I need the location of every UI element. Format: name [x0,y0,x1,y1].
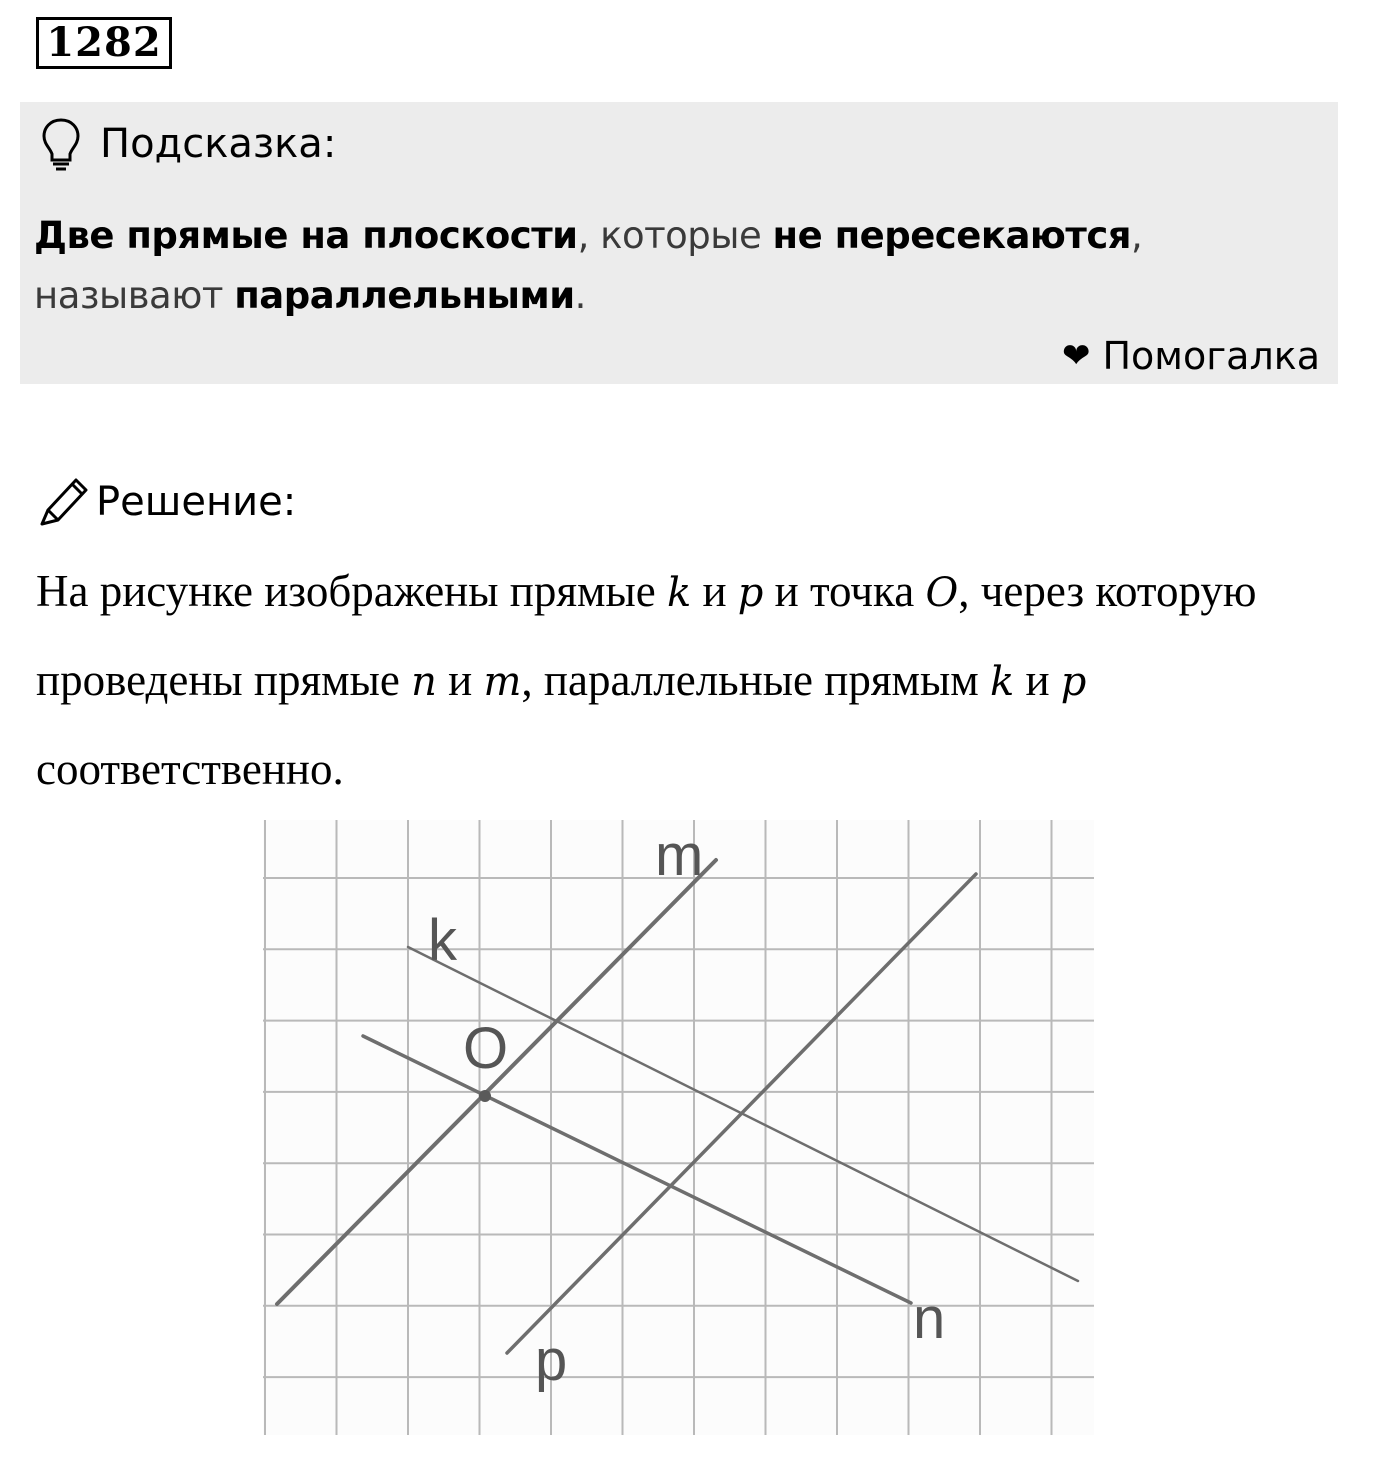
hint-box [20,102,1338,384]
lightbulb-icon [38,116,84,172]
hint-text-part: . [574,274,586,317]
solution-title: Решение: [96,479,297,525]
credit-label: Помогалка [1102,334,1320,378]
hint-text [34,206,1314,326]
label-p: p [535,1328,568,1393]
math-symbol: m [483,659,522,705]
label-k: k [428,908,457,973]
math-symbol: k [989,659,1015,705]
pencil-icon [38,474,92,528]
solution-text-part: и [1014,655,1061,705]
solution-text-part: и [436,655,484,705]
label-n: n [913,1286,946,1351]
heart-icon: ❤ [1061,336,1091,376]
hint-text-part: параллельными [234,274,575,317]
hint-text-part: не пересекаются [772,214,1132,257]
math-symbol: k [666,570,692,616]
math-symbol: p [737,570,764,616]
point-o [479,1090,491,1102]
math-symbol: n [411,659,437,705]
solution-text-part: На рисунке изображены прямые [36,566,667,616]
figure-drawing [263,820,1094,1435]
math-symbol: p [1060,659,1087,705]
solution-text-part: соответственно. [36,744,344,794]
solution-text-part: и [691,566,738,616]
credit [1062,328,1320,384]
label-m: m [655,823,704,888]
math-symbol: O [925,570,959,616]
geometry-figure [263,820,1094,1435]
hint-text-part: , которые [577,214,773,257]
hint-text-part: Две прямые на плоскости [34,214,578,257]
hint-title: Подсказка: [100,121,337,167]
task-number: 1282 [36,17,172,69]
label-o: O [463,1016,509,1081]
solution-text-part: и точка [763,566,926,616]
graph-paper [263,820,1094,1435]
hint-text-part: , называют [34,214,1143,317]
solution-text-part: , через которую проведены прямые [36,566,1257,705]
solution-text [36,548,1336,813]
solution-text-part: , параллельные прямым [521,655,990,705]
